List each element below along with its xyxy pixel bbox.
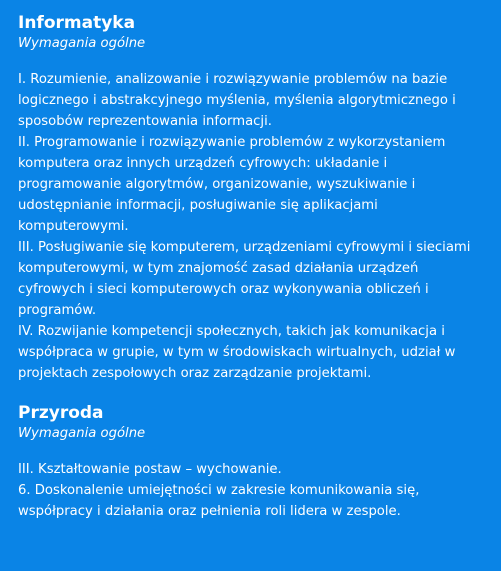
requirement-item: 6. Doskonalenie umiejętności w zakresie komunikowania się, współpracy i działania oraz pełnienia roli lidera w zespole.: [18, 483, 420, 519]
section-subtitle: Wymagania ogólne: [18, 36, 146, 51]
requirements-list: [18, 459, 485, 522]
requirement-item: III. Kształtowanie postaw – wychowanie.: [18, 462, 282, 477]
requirement-item: I. Rozumienie, analizowanie i rozwiązywanie problemów na bazie logicznego i abstrakcyjnego myślenia, myślenia algorytmicznego i sposobów reprezentowania informacji.: [18, 72, 456, 129]
section-subtitle: Wymagania ogólne: [18, 426, 146, 441]
section-przyroda: [18, 402, 485, 522]
section-informatyka: [18, 12, 485, 384]
requirements-list: [18, 69, 485, 384]
section-title: Informatyka: [18, 13, 136, 33]
requirement-item: IV. Rozwijanie kompetencji społecznych, takich jak komunikacja i współpraca w grupie, w tym w środowiskach wirtualnych, udział w projektach zespołowych oraz zarządzanie projektami.: [18, 324, 456, 381]
requirement-item: II. Programowanie i rozwiązywanie problemów z wykorzystaniem komputera oraz innych urządzeń cyfrowych: układanie i programowanie algorytmów, organizowanie, wyszukiwanie i udostępnianie informacji, posługiwanie się aplikacjami komputerowymi.: [18, 135, 446, 234]
section-title: Przyroda: [18, 403, 104, 423]
requirement-item: III. Posługiwanie się komputerem, urządzeniami cyfrowymi i sieciami komputerowymi, w tym znajomość zasad działania urządzeń cyfrowych i sieci komputerowych oraz wykonywania obliczeń i programów.: [18, 240, 471, 318]
